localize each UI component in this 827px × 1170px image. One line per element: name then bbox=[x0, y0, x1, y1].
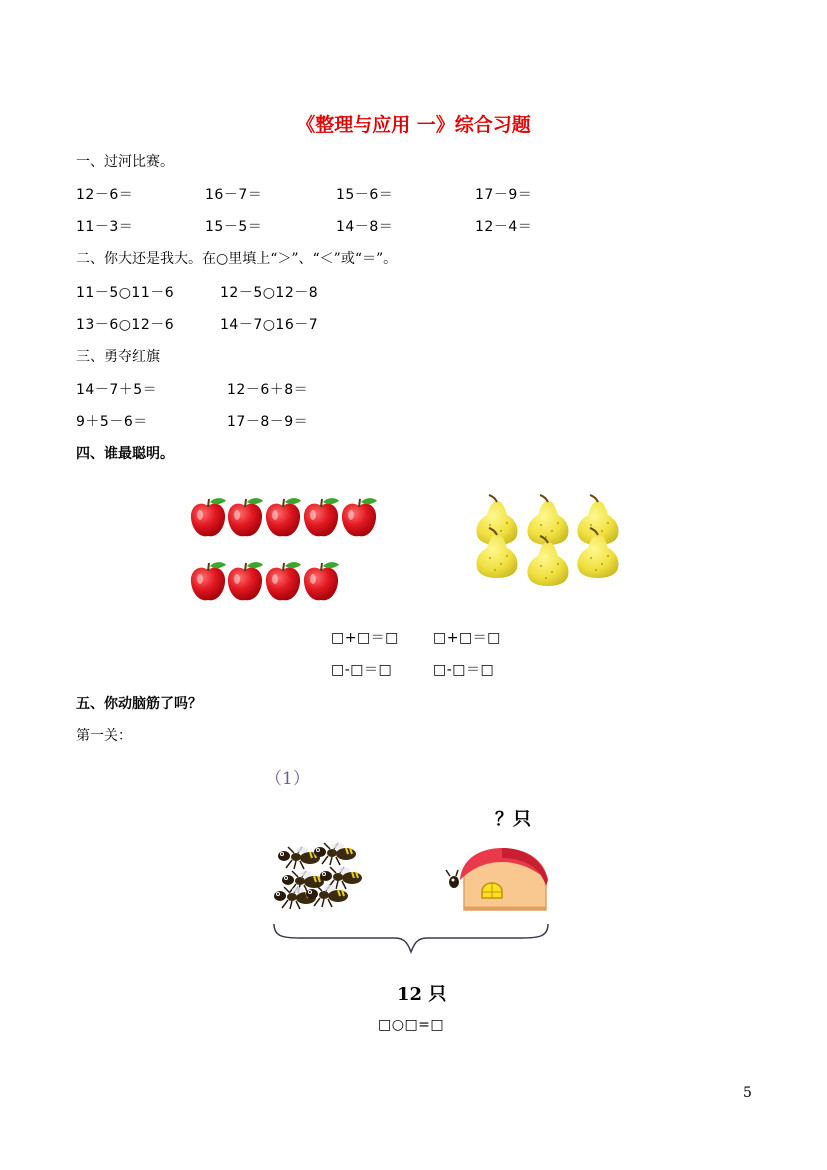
apple-icon bbox=[304, 562, 339, 600]
page-number: 5 bbox=[743, 1085, 752, 1101]
level-label: 第一关： bbox=[76, 728, 132, 744]
s1-r2-c2: 15－5＝ bbox=[205, 219, 263, 235]
s2-r2-c2: 14－7○16－7 bbox=[220, 317, 319, 333]
s3-r2-c1: 9＋5－6＝ bbox=[76, 414, 148, 430]
pear-icon bbox=[527, 495, 568, 545]
s1-r1-c2: 16－7＝ bbox=[205, 187, 263, 203]
section-4-heading: 四、谁最聪明。 bbox=[76, 446, 174, 462]
ant-house-illustration bbox=[442, 846, 552, 918]
s1-r1-c3: 15－6＝ bbox=[336, 187, 394, 203]
apple-icon bbox=[191, 562, 226, 600]
s1-r1-c1: 12－6＝ bbox=[76, 187, 134, 203]
s3-r1-c1: 14－7＋5＝ bbox=[76, 382, 158, 398]
pear-icon bbox=[527, 536, 568, 586]
apple-icon bbox=[228, 498, 263, 536]
ants-group-illustration bbox=[270, 840, 370, 912]
s2-r2-c1: 13－6○12－6 bbox=[76, 317, 175, 333]
page-title: 《整理与应用 一》综合习题 bbox=[296, 114, 531, 136]
s1-r2-c3: 14－8＝ bbox=[336, 219, 394, 235]
s3-r2-c2: 17－8－9＝ bbox=[227, 414, 309, 430]
total-label: 12 只 bbox=[397, 984, 447, 1005]
apple-icon bbox=[266, 562, 301, 600]
section-2-heading: 二、你大还是我大。在○里填上“＞”、“＜”或“＝”。 bbox=[76, 251, 398, 267]
apple-icon bbox=[266, 498, 301, 536]
apples-illustration bbox=[185, 490, 385, 602]
section-3-heading: 三、勇夺红旗 bbox=[76, 349, 160, 365]
pears-illustration bbox=[470, 490, 630, 590]
s1-r2-c1: 11－3＝ bbox=[76, 219, 134, 235]
s2-r1-c2: 12－5○12－8 bbox=[220, 285, 319, 301]
apple-icon bbox=[304, 498, 339, 536]
s4-eq-r1-c2: □+□＝□ bbox=[433, 630, 501, 646]
question-label: ？只 bbox=[495, 809, 531, 830]
section-5-heading: 五、你动脑筋了吗？ bbox=[76, 696, 202, 712]
house-icon bbox=[460, 848, 548, 910]
s3-r1-c2: 12－6＋8＝ bbox=[227, 382, 309, 398]
apple-icon bbox=[191, 498, 226, 536]
s4-eq-r1-c1: □+□＝□ bbox=[331, 630, 399, 646]
s4-eq-r2-c2: □-□＝□ bbox=[433, 662, 495, 678]
section-1-heading: 一、过河比赛。 bbox=[76, 154, 174, 170]
s2-r1-c1: 11－5○11－6 bbox=[76, 285, 175, 301]
s1-r2-c4: 12－4＝ bbox=[475, 219, 533, 235]
ant-icon bbox=[314, 843, 356, 865]
apple-icon bbox=[342, 498, 377, 536]
ant-icon bbox=[278, 847, 320, 869]
ant-icon bbox=[446, 870, 459, 888]
s4-eq-r2-c1: □-□＝□ bbox=[331, 662, 393, 678]
item-number: （1） bbox=[265, 769, 310, 789]
total-brace bbox=[270, 920, 552, 956]
s1-r1-c4: 17－9＝ bbox=[475, 187, 533, 203]
apple-icon bbox=[228, 562, 263, 600]
ant-icon bbox=[306, 885, 348, 907]
s5-equation: □○□=□ bbox=[378, 1017, 445, 1033]
